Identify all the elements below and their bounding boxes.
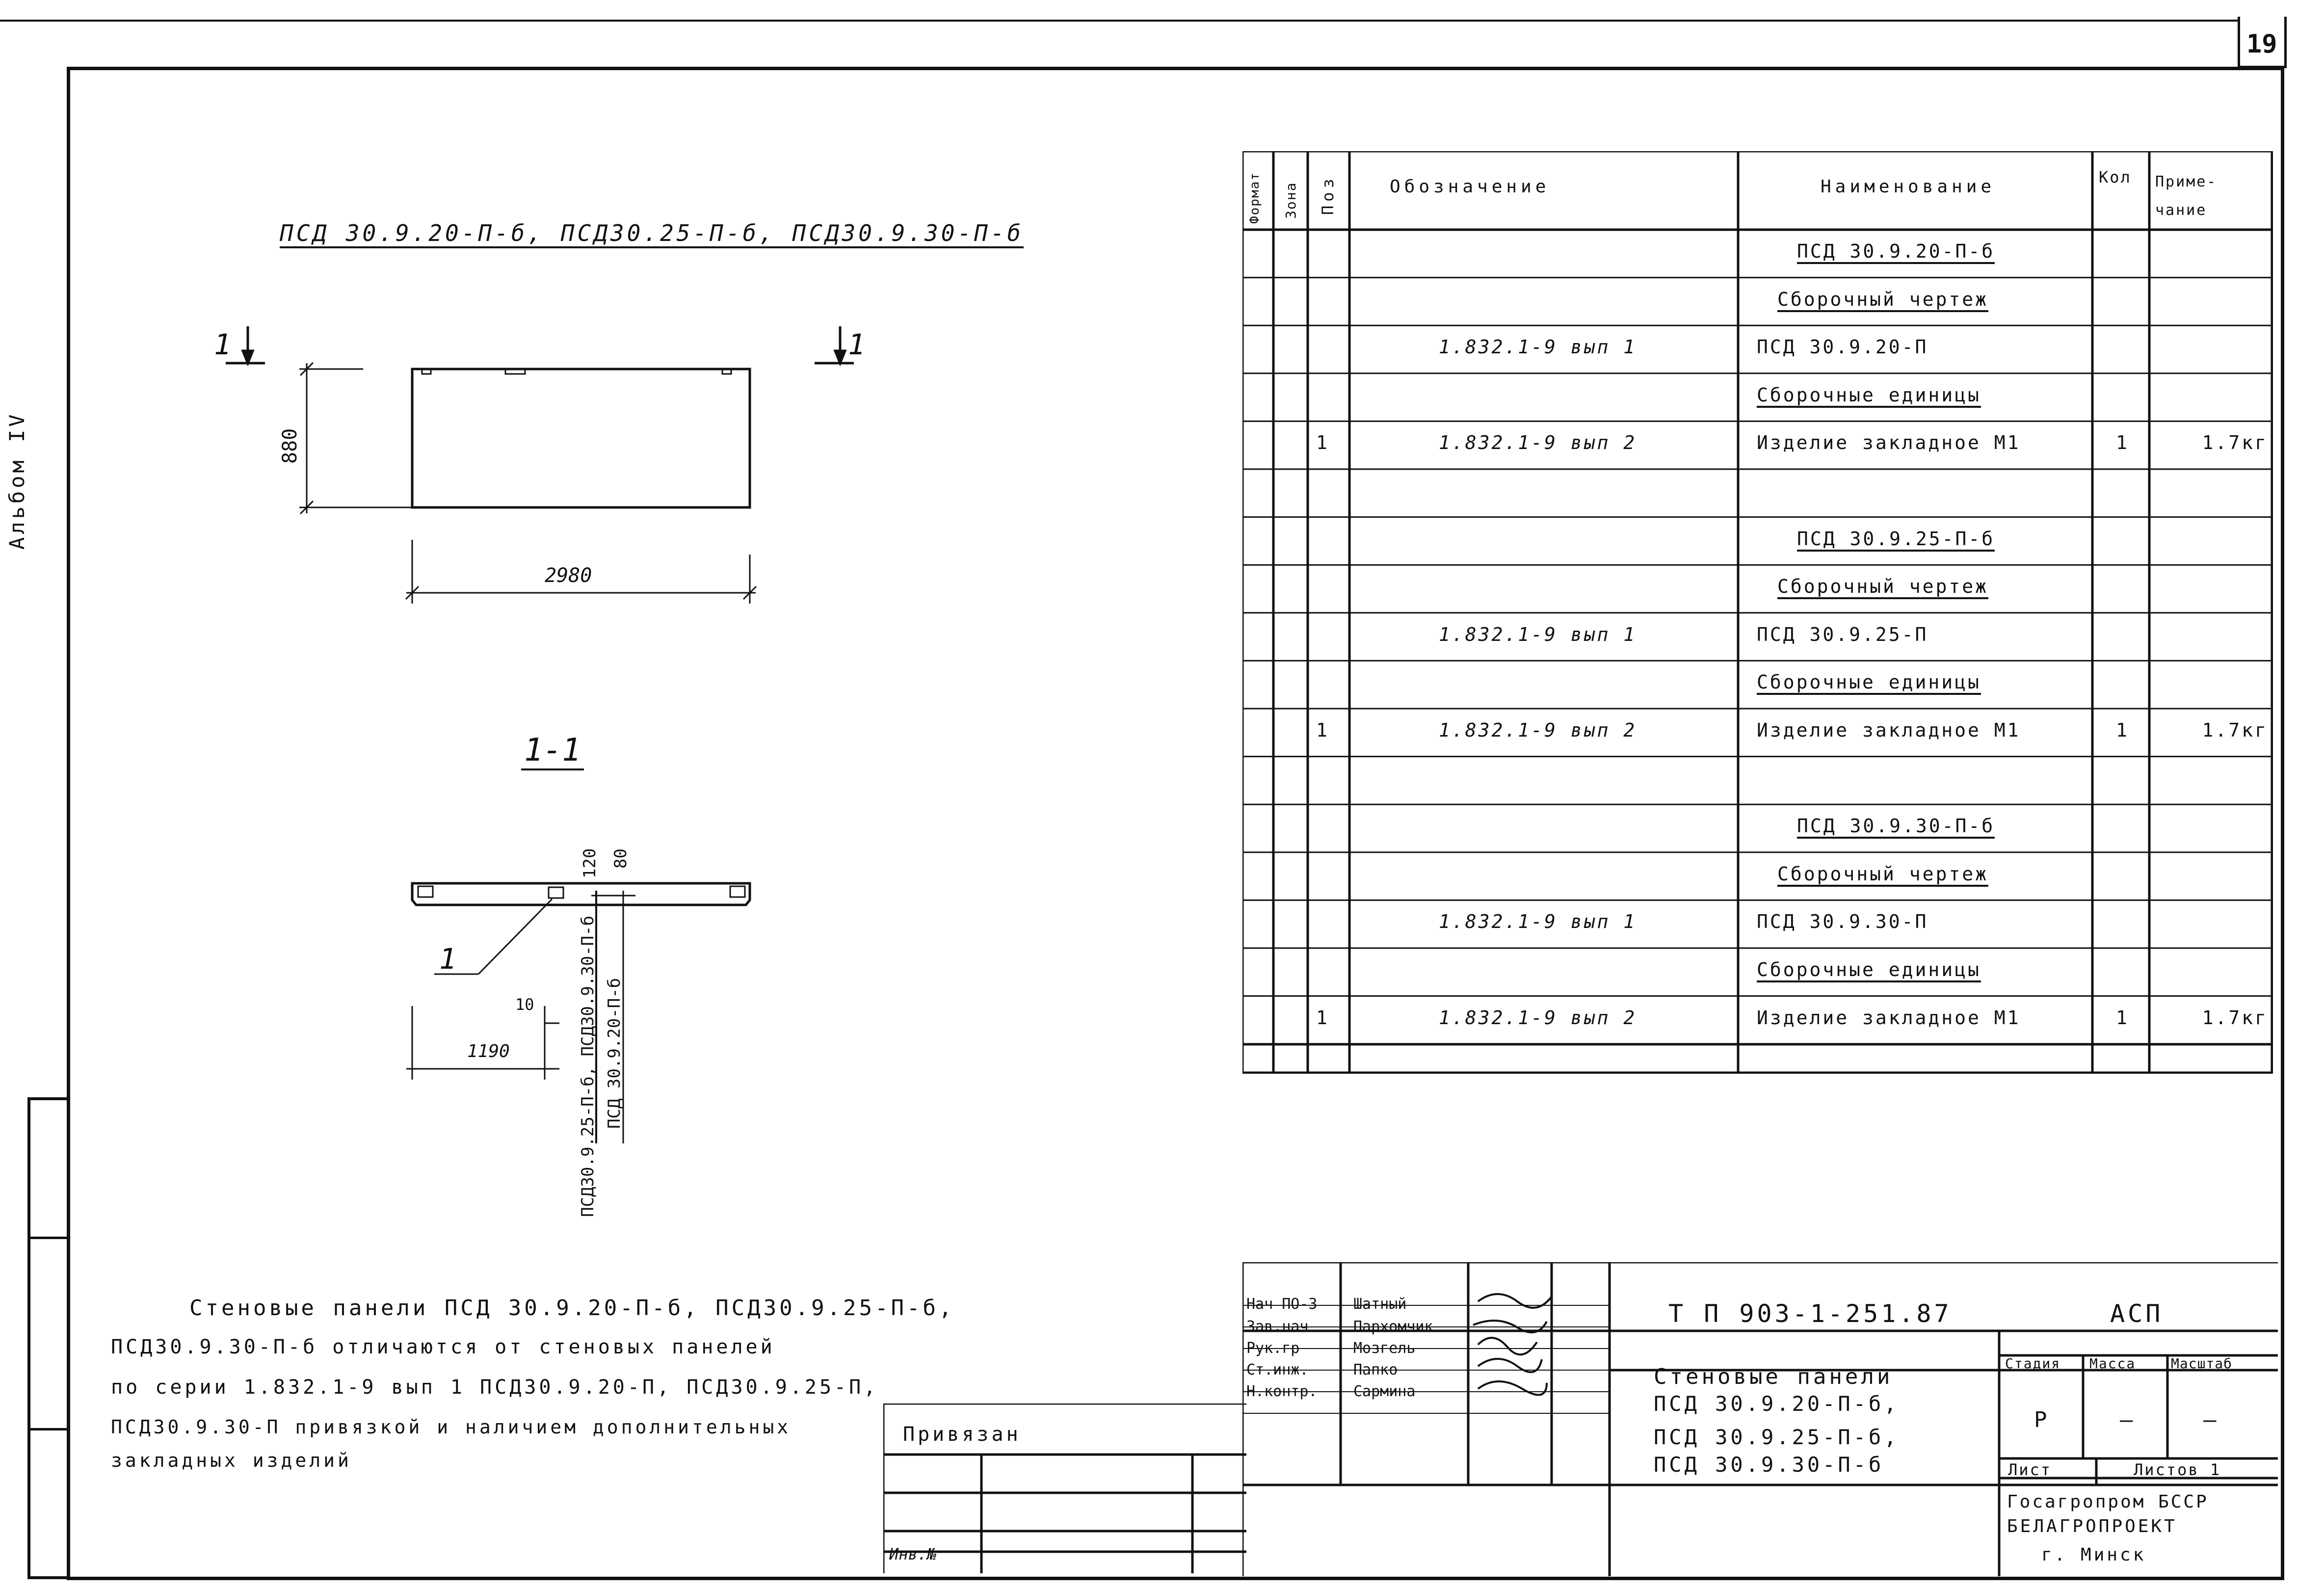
sheet-title-line: Стеновые панели — [1654, 1364, 1893, 1389]
sheet-label: Лист — [2008, 1460, 2052, 1479]
dim-80: 80 — [611, 848, 631, 869]
spec-cell-note: 1.7кг — [2202, 719, 2268, 741]
spec-cell-name: ПСД 30.9.30-П-б — [1797, 815, 1995, 839]
header-pos: Поз — [1319, 175, 1337, 215]
spec-cell-name: ПСД 30.9.20-П — [1757, 336, 1928, 358]
spec-cell-designation: 1.832.1-9 вып 1 — [1439, 336, 1637, 358]
spec-cell-name: ПСД 30.9.20-П-б — [1797, 240, 1995, 264]
spec-cell-name: Сборочный чертеж — [1777, 576, 1988, 599]
note-line: ПСД30.9.30-П-б отличаются от стеновых панелей — [111, 1336, 775, 1358]
header-note: Приме-чание — [2155, 173, 2218, 219]
section-label-1: ПСД30.9.25-П-б, ПСД30.9.30-П-б — [578, 915, 598, 1217]
spec-cell-designation: 1.832.1-9 вып 2 — [1439, 719, 1637, 741]
callout-leader — [478, 899, 552, 974]
org-line: г. Минск — [2041, 1545, 2146, 1565]
sign-role: Нач ПО-3 — [1246, 1296, 1318, 1313]
signature-scribbles — [1473, 1294, 1552, 1395]
sheet-title-line: ПСД 30.9.20-П-б, — [1654, 1392, 1900, 1416]
spec-cell-designation: 1.832.1-9 вып 2 — [1439, 1006, 1637, 1029]
header-format: Формат — [1247, 172, 1262, 224]
drawing-code: Т П 903-1-251.87 — [1668, 1299, 1952, 1328]
note-line: ПСД30.9.30-П привязкой и наличием дополнительных — [111, 1416, 792, 1438]
sheet-title-line: ПСД 30.9.30-П-б — [1654, 1453, 1884, 1477]
spec-cell-name: Сборочный чертеж — [1777, 863, 1988, 887]
spec-table — [1242, 151, 2273, 1074]
spec-cell-designation: 1.832.1-9 вып 1 — [1439, 911, 1637, 933]
dim-120: 120 — [580, 848, 600, 878]
sheets-label: Листов 1 — [2134, 1460, 2221, 1479]
spec-cell-qty: 1 — [2116, 432, 2129, 454]
section-title: 1-1 — [521, 732, 584, 770]
stage-value: Р — [2034, 1407, 2047, 1432]
panel-plan-outline — [412, 369, 750, 507]
header-qty: Кол — [2099, 168, 2132, 186]
dim-1190: 1190 — [467, 1041, 510, 1061]
spec-cell-pos: 1 — [1316, 719, 1329, 741]
spec-cell-name: ПСД 30.9.30-П — [1757, 911, 1928, 933]
header-name: Наименование — [1821, 177, 1996, 197]
org-line: БЕЛАГРОПРОЕКТ — [2007, 1516, 2177, 1536]
spec-cell-qty: 1 — [2116, 1006, 2129, 1029]
spec-cell-note: 1.7кг — [2202, 432, 2268, 454]
sign-role: Зав.нач — [1246, 1318, 1309, 1335]
spec-cell-name: Изделие закладное М1 — [1757, 719, 2021, 741]
spec-cell-name: Сборочные единицы — [1757, 384, 1981, 408]
note-line: по серии 1.832.1-9 вып 1 ПСД30.9.20-П, ПСД30.9.25-П, — [111, 1376, 879, 1399]
section-label-2: ПСД 30.9.20-П-б — [605, 978, 624, 1129]
spec-cell-name: Изделие закладное М1 — [1757, 1006, 2021, 1029]
sign-role: Ст.инж. — [1246, 1361, 1309, 1378]
spec-cell-designation: 1.832.1-9 вып 2 — [1439, 432, 1637, 454]
privyazan-label: Привязан — [903, 1423, 1021, 1446]
spec-cell-note: 1.7кг — [2202, 1006, 2268, 1029]
mass-value: — — [2120, 1407, 2133, 1432]
inv-number-label: Инв.№ — [889, 1545, 937, 1563]
section-marker-right: 1 — [848, 328, 865, 361]
spec-cell-name: ПСД 30.9.25-П — [1757, 623, 1928, 645]
section-marker-left: 1 — [214, 328, 231, 361]
spec-cell-designation: 1.832.1-9 вып 1 — [1439, 623, 1637, 645]
spec-table-grid — [1242, 151, 2273, 1074]
sign-name: Сармина — [1353, 1383, 1416, 1400]
header-zone: Зона — [1283, 182, 1299, 219]
note-line: Стеновые панели ПСД 30.9.20-П-б, ПСД30.9.25-П-б, — [189, 1296, 955, 1321]
org-line: Госагропром БССР — [2007, 1492, 2209, 1512]
drawing-mark: АСП — [2110, 1299, 2164, 1328]
dim-10: 10 — [515, 995, 534, 1014]
spec-cell-name: Сборочный чертеж — [1777, 289, 1988, 312]
scale-value: — — [2203, 1407, 2217, 1432]
spec-cell-name: Сборочные единицы — [1757, 959, 1981, 982]
sign-name: Папко — [1353, 1361, 1398, 1378]
mass-label: Масса — [2089, 1355, 2136, 1372]
section-callout: 1 — [439, 942, 456, 976]
album-label: Альбом IV — [5, 411, 29, 550]
spec-cell-name: ПСД 30.9.25-П-б — [1797, 528, 1995, 552]
sign-role: Н.контр. — [1246, 1383, 1318, 1400]
note-line: закладных изделий — [111, 1450, 352, 1471]
spec-cell-name: Изделие закладное М1 — [1757, 432, 2021, 454]
spec-cell-pos: 1 — [1316, 1006, 1329, 1029]
spec-cell-qty: 1 — [2116, 719, 2129, 741]
scale-label: Масштаб — [2171, 1355, 2233, 1372]
spec-cell-pos: 1 — [1316, 432, 1329, 454]
sign-name: Пархомчик — [1353, 1318, 1433, 1335]
stage-label: Стадия — [2005, 1355, 2061, 1372]
length-dimension: 2980 — [545, 564, 592, 587]
drawing-title: ПСД 30.9.20-П-б, ПСД30.25-П-б, ПСД30.9.30-П-б — [280, 220, 1024, 248]
sign-name: Мозгель — [1353, 1340, 1416, 1357]
spec-cell-name: Сборочные единицы — [1757, 671, 1981, 695]
sign-name: Шатный — [1353, 1296, 1407, 1313]
sheet-title-line: ПСД 30.9.25-П-б, — [1654, 1425, 1900, 1449]
sheet-number: 19 — [2246, 29, 2277, 59]
sign-role: Рук.гр — [1246, 1340, 1300, 1357]
header-designation: Обозначение — [1390, 177, 1550, 197]
height-dimension: 880 — [279, 428, 301, 464]
section-outline — [412, 883, 750, 905]
